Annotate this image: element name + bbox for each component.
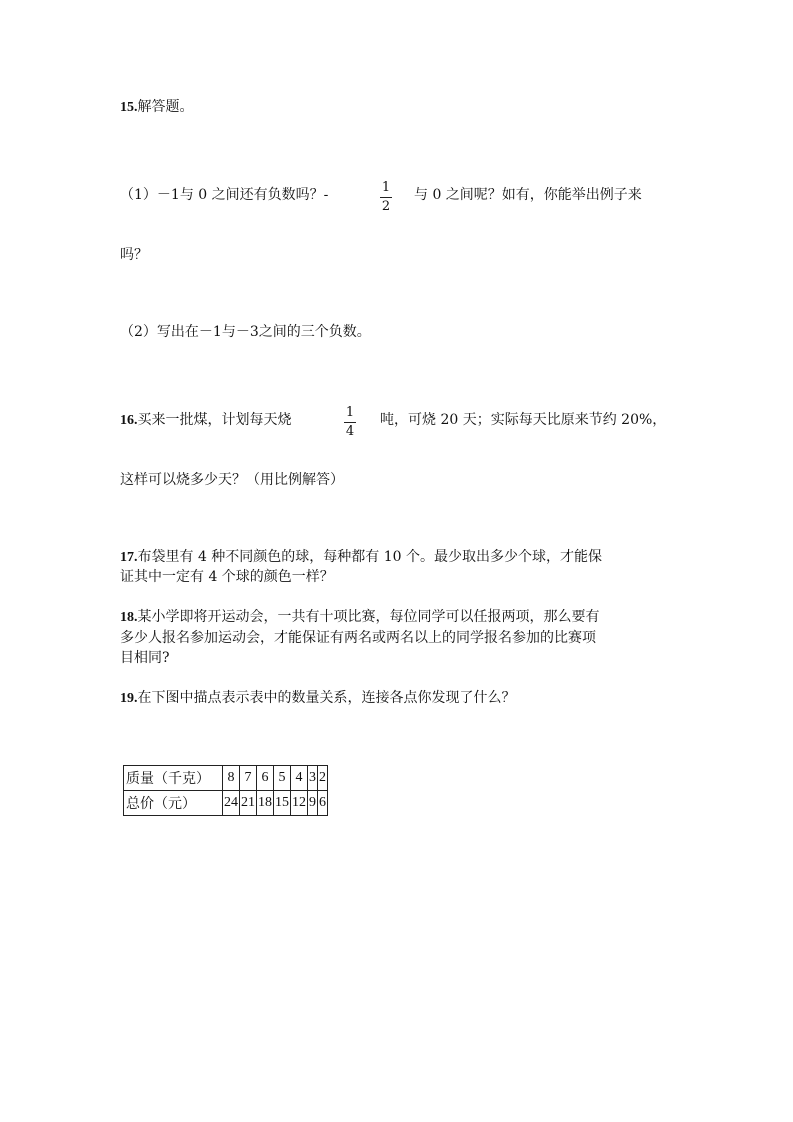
q19-number: 19. xyxy=(120,691,138,706)
table-cell: 7 xyxy=(240,766,257,791)
q16-line1-a xyxy=(120,410,292,431)
table-row xyxy=(124,791,328,816)
q19-text: 在下图中描点表示表中的数量关系，连接各点你发现了什么？ xyxy=(137,690,516,706)
q18-text-line3: 目相同? xyxy=(120,650,170,666)
table-cell: 21 xyxy=(240,791,257,816)
fraction-bar xyxy=(344,422,356,423)
table-cell: 4 xyxy=(291,766,308,791)
q16-text-c: 这样可以烧多少天？（用比例解答） xyxy=(120,472,344,488)
q15-title xyxy=(120,97,194,118)
table-cell: 2 xyxy=(318,766,328,791)
table-cell: 6 xyxy=(318,791,328,816)
q18-text-line2: 多少人报名参加运动会，才能保证有两名或两名以上的同学报名参加的比赛项 xyxy=(120,630,596,646)
q15-part1-text-b: 与 0 之间呢？如有，你能举出例子来 xyxy=(414,187,642,203)
table-cell: 5 xyxy=(274,766,291,791)
q16-fraction xyxy=(343,405,357,440)
q17-line1 xyxy=(120,547,602,568)
table-row xyxy=(124,766,328,791)
q16-text-a: 买来一批煤，计划每天烧 xyxy=(137,412,292,428)
table-cell: 8 xyxy=(223,766,240,791)
q17-number: 17. xyxy=(120,550,138,565)
row-label-mass: 质量（千克） xyxy=(124,766,223,791)
table-cell: 6 xyxy=(257,766,274,791)
q17-text-line2: 证其中一定有 4 个球的颜色一样？ xyxy=(120,569,334,585)
q16-text-b: 吨，可烧 20 天；实际每天比原来节约 20%， xyxy=(380,412,667,428)
table-cell: 18 xyxy=(257,791,274,816)
q15-part1-text-c: 吗？ xyxy=(120,247,148,263)
q18-line1 xyxy=(120,607,600,628)
q15-number: 15. xyxy=(120,100,138,115)
q15-part1-text-a: （1）－1与 0 之间还有负数吗？- xyxy=(120,187,329,203)
fraction-bar xyxy=(380,197,392,198)
q16-fraction-denominator: 4 xyxy=(345,424,355,439)
q15-fraction-numerator: 1 xyxy=(381,180,391,195)
table-cell: 3 xyxy=(308,766,318,791)
q16-number: 16. xyxy=(120,413,138,428)
table-cell: 15 xyxy=(274,791,291,816)
table-cell: 9 xyxy=(308,791,318,816)
table-cell: 12 xyxy=(291,791,308,816)
data-table xyxy=(123,765,328,816)
q16-fraction-numerator: 1 xyxy=(345,405,355,420)
q17-text-line1: 布袋里有 4 种不同颜色的球，每种都有 10 个。最少取出多少个球，才能保 xyxy=(137,549,603,565)
q15-title-text: 解答题。 xyxy=(137,99,194,115)
q15-part2-text: （2）写出在－1与－3之间的三个负数。 xyxy=(120,324,371,340)
q15-fraction xyxy=(379,180,393,215)
q18-number: 18. xyxy=(120,610,138,625)
q15-fraction-denominator: 2 xyxy=(381,199,391,214)
q18-text-line1: 某小学即将开运动会，一共有十项比赛，每位同学可以任报两项，那么要有 xyxy=(137,609,600,625)
row-label-price: 总价（元） xyxy=(124,791,223,816)
q19-line xyxy=(120,688,516,709)
table-cell: 24 xyxy=(223,791,240,816)
